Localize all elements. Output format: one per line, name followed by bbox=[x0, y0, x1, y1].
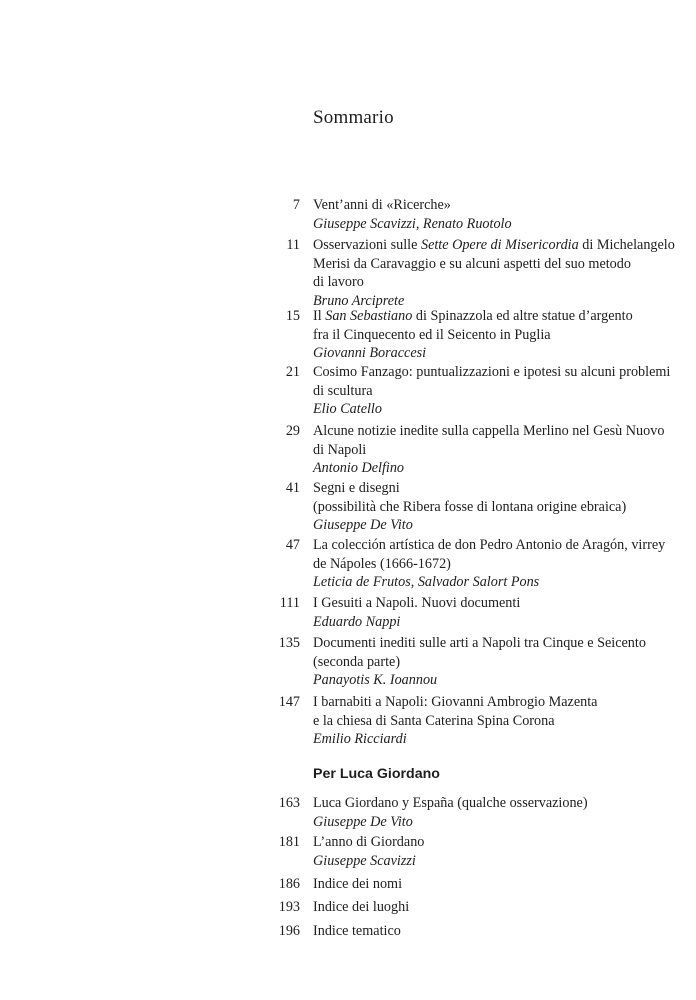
artwork-title: Sette Opere di Misericordia bbox=[420, 237, 579, 253]
page-number: 47 bbox=[285, 537, 300, 553]
entry-text bbox=[313, 196, 683, 233]
entry-text bbox=[313, 875, 683, 894]
entry-title-line: Indice tematico bbox=[313, 923, 401, 939]
page-title: Sommario bbox=[313, 107, 394, 128]
entry-text bbox=[313, 634, 683, 690]
entry-title-line: Vent’anni di «Ricerche» bbox=[313, 197, 451, 213]
entry-title-line: (seconda parte) bbox=[313, 653, 401, 670]
section-heading: Per Luca Giordano bbox=[313, 766, 440, 782]
entry-text bbox=[313, 422, 683, 478]
page-number: 29 bbox=[285, 423, 300, 439]
entry-title-line: de Nápoles (1666-1672) bbox=[313, 555, 451, 572]
entry-text bbox=[313, 307, 683, 363]
page-number: 111 bbox=[279, 595, 300, 611]
title-text: di Michelangelo bbox=[578, 237, 675, 253]
entry-text bbox=[313, 922, 683, 941]
entry-text bbox=[313, 236, 683, 310]
page-number: 11 bbox=[286, 237, 300, 253]
entry-text bbox=[313, 693, 683, 749]
entry-author: Giuseppe De Vito bbox=[313, 517, 413, 533]
entry-title-line: di lavoro bbox=[313, 274, 364, 290]
entry-title-line: di scultura bbox=[313, 382, 373, 399]
title-text: di Spinazzola ed altre statue d’argento bbox=[412, 308, 633, 324]
entry-title-line: fra il Cinquecento ed il Seicento in Puglia bbox=[313, 326, 551, 343]
entry-author: Giuseppe De Vito bbox=[313, 813, 413, 830]
page-number: 193 bbox=[278, 899, 300, 915]
page-number: 7 bbox=[292, 197, 300, 213]
entry-title-line: Merisi da Caravaggio e su alcuni aspetti del suo metodo bbox=[313, 255, 631, 272]
title-text: Il bbox=[313, 308, 326, 324]
entry-title-line: Alcune notizie inedite sulla cappella Merlino nel Gesù Nuovo bbox=[313, 423, 665, 439]
entry-author: Bruno Arciprete bbox=[313, 292, 405, 309]
title-text: Osservazioni sulle bbox=[313, 237, 421, 253]
entry-title-line: Documenti inediti sulle arti a Napoli tra Cinque e Seicento bbox=[313, 635, 646, 651]
entry-title-line: Cosimo Fanzago: puntualizzazioni e ipotesi su alcuni problemi bbox=[313, 364, 671, 380]
entry-title-line: I barnabiti a Napoli: Giovanni Ambrogio Mazenta bbox=[313, 694, 598, 710]
entry-text bbox=[313, 833, 683, 870]
entry-text bbox=[313, 363, 683, 419]
page-number: 21 bbox=[285, 364, 300, 380]
entry-text bbox=[313, 536, 683, 592]
entry-title-line: di Napoli bbox=[313, 441, 367, 458]
entry-title-line: Luca Giordano y España (qualche osservazione) bbox=[313, 795, 588, 811]
entry-title-line: La colección artística de don Pedro Antonio de Aragón, virrey bbox=[313, 537, 666, 553]
entry-author: Emilio Ricciardi bbox=[313, 731, 407, 747]
entry-author: Giuseppe Scavizzi, Renato Ruotolo bbox=[313, 215, 512, 232]
entry-author: Eduardo Nappi bbox=[313, 613, 401, 630]
entry-title-line: (possibilità che Ribera fosse di lontana origine ebraica) bbox=[313, 498, 627, 515]
entry-title-line: e la chiesa di Santa Caterina Spina Corona bbox=[313, 712, 555, 729]
entry-author: Elio Catello bbox=[313, 401, 382, 417]
entry-title-line: I Gesuiti a Napoli. Nuovi documenti bbox=[313, 595, 521, 611]
entry-title-line: L’anno di Giordano bbox=[313, 834, 425, 850]
page-number: 147 bbox=[278, 694, 300, 710]
page-number: 163 bbox=[278, 795, 300, 811]
page-number: 181 bbox=[278, 834, 300, 850]
entry-text bbox=[313, 898, 683, 917]
entry-author: Giuseppe Scavizzi bbox=[313, 852, 416, 869]
page-number: 135 bbox=[278, 635, 300, 651]
entry-text bbox=[313, 479, 683, 535]
entry-author: Panayotis K. Ioannou bbox=[313, 672, 438, 688]
entry-title-line bbox=[313, 236, 683, 255]
page-number: 186 bbox=[278, 876, 300, 892]
entry-text bbox=[313, 594, 683, 631]
entry-author: Antonio Delfino bbox=[313, 460, 405, 476]
entry-title-line: Indice dei luoghi bbox=[313, 899, 410, 915]
entry-author: Leticia de Frutos, Salvador Salort Pons bbox=[313, 574, 540, 590]
page-number: 41 bbox=[285, 480, 300, 496]
entry-title-line bbox=[313, 307, 683, 326]
entry-author: Giovanni Boraccesi bbox=[313, 345, 427, 361]
entry-text bbox=[313, 794, 683, 831]
page-number: 15 bbox=[285, 308, 300, 324]
entry-title-line: Segni e disegni bbox=[313, 480, 400, 496]
entry-title-line: Indice dei nomi bbox=[313, 876, 403, 892]
page-number: 196 bbox=[278, 923, 300, 939]
artwork-title: San Sebastiano bbox=[325, 308, 413, 324]
